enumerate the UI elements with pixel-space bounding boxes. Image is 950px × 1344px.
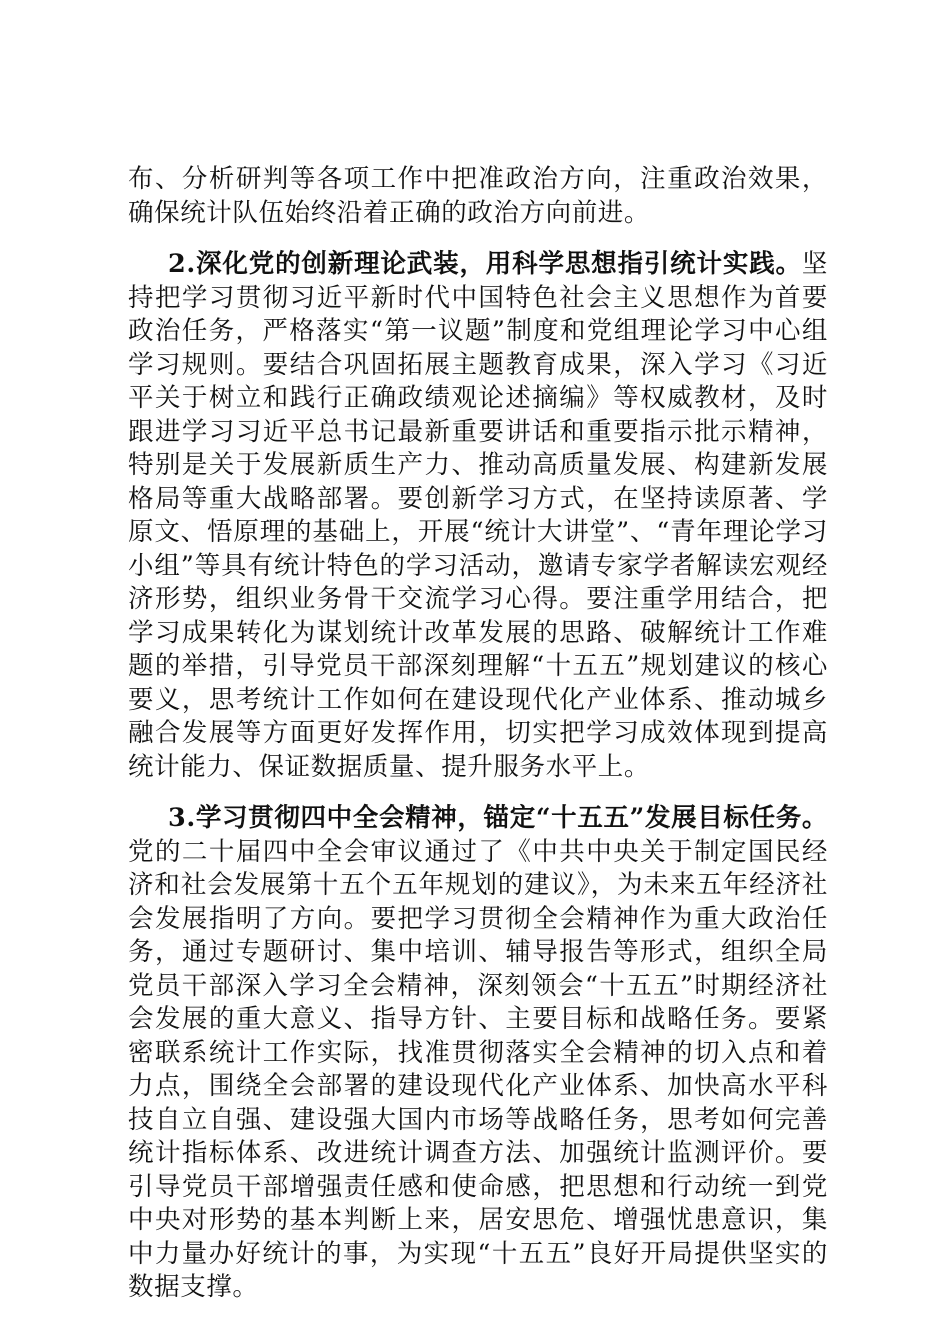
document-page <box>128 163 828 1305</box>
paragraph-section-3 <box>128 802 828 1305</box>
paragraph-body: 党的二十届四中全会审议通过了《中共中央关于制定国民经济和社会发展第十五个五年规划的建议》，为未来五年经济社会发展指明了方向。要把学习贯彻全会精神作为重大政治任务，通过专题研讨、集中培训、辅导报告等形式，组织全局党员干部深入学习全会精神，深刻领会“十五五”时期经济社会发展的重大意义、指导方针、主要目标和战略任务。要紧密联系统计工作实际，找准贯彻落实全会精神的切入点和着力点，围绕全会部署的建设现代化产业体系、加快高水平科技自立自强、建设强大国内市场等战略任务，思考如何完善统计指标体系、改进统计调查方法、加强统计监测评价。要引导党员干部增强责任感和使命感，把思想和行动统一到党中央对形势的基本判断上来，居安思危、增强忧患意识，集中力量办好统计的事，为实现“十五五”良好开局提供坚实的数据支撑。 <box>128 836 828 1302</box>
paragraph-section-2 <box>128 248 828 784</box>
section-heading: 2.深化党的创新理论武装，用科学思想指引统计实践。 <box>168 249 802 279</box>
paragraph-continuation <box>128 163 828 230</box>
paragraph-body: 坚持把学习贯彻习近平新时代中国特色社会主义思想作为首要政治任务，严格落实“第一议题”制度和党组理论学习中心组学习规则。要结合巩固拓展主题教育成果，深入学习《习近平关于树立和践行正确政绩观论述摘编》等权威教材，及时跟进学习习近平总书记最新重要讲话和重要指示批示精神，特别是关于发展新质生产力、推动高质量发展、构建新发展格局等重大战略部署。要创新学习方式，在坚持读原著、学原文、悟原理的基础上，开展“统计大讲堂”、“青年理论学习小组”等具有统计特色的学习活动，邀请专家学者解读宏观经济形势，组织业务骨干交流学习心得。要注重学用结合，把学习成果转化为谋划统计改革发展的思路、破解统计工作难题的举措，引导党员干部深刻理解“十五五”规划建议的核心要义，思考统计工作如何在建设现代化产业体系、推动城乡融合发展等方面更好发挥作用，切实把学习成效体现到提高统计能力、保证数据质量、提升服务水平上。 <box>128 249 828 782</box>
section-heading: 3.学习贯彻四中全会精神，锚定“十五五”发展目标任务。 <box>168 803 828 833</box>
paragraph-body: 布、分析研判等各项工作中把准政治方向，注重政治效果，确保统计队伍始终沿着正确的政治方向前进。 <box>128 164 828 228</box>
